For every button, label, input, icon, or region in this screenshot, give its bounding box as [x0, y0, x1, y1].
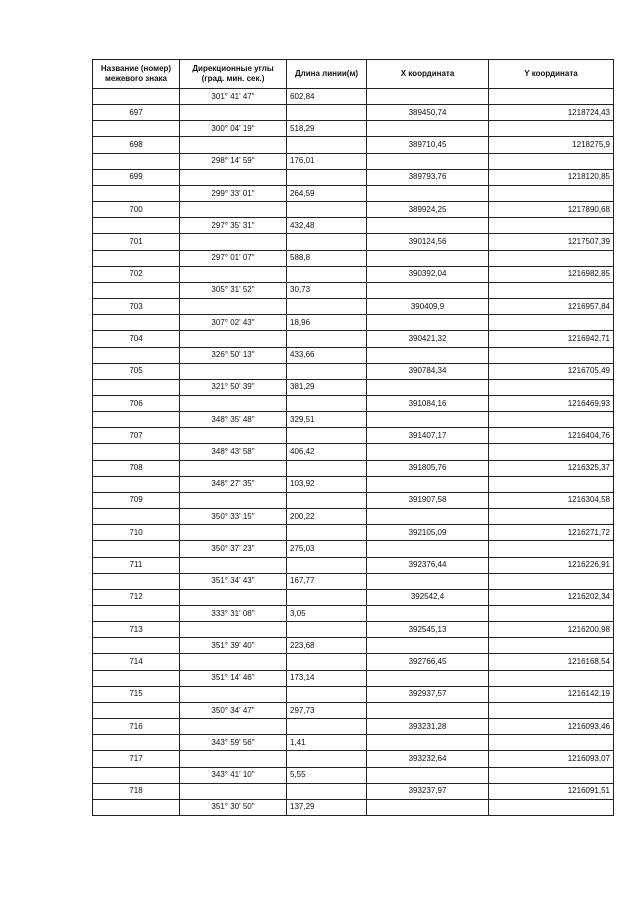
cell-line-length [287, 202, 367, 218]
cell-x-coordinate: 392766,45 [367, 654, 489, 670]
cell-line-length: 223,68 [287, 638, 367, 654]
cell-marker-name: 710 [93, 525, 180, 541]
cell-line-length [287, 299, 367, 315]
cell-y-coordinate [489, 379, 614, 395]
cell-bearing-angle: 350° 33' 15" [180, 509, 287, 525]
table-row [93, 509, 614, 525]
cell-line-length: 18,96 [287, 315, 367, 331]
cell-line-length: 518,29 [287, 121, 367, 137]
cell-marker-name [93, 767, 180, 783]
cell-y-coordinate [489, 250, 614, 266]
cell-line-length: 433,66 [287, 347, 367, 363]
cell-marker-name: 715 [93, 686, 180, 702]
cell-x-coordinate [367, 573, 489, 589]
cell-line-length: 200,22 [287, 509, 367, 525]
cell-y-coordinate: 1216226,91 [489, 557, 614, 573]
table-row [93, 783, 614, 799]
cell-bearing-angle [180, 492, 287, 508]
cell-line-length [287, 719, 367, 735]
cell-y-coordinate [489, 121, 614, 137]
cell-line-length: 5,55 [287, 767, 367, 783]
cell-y-coordinate [489, 153, 614, 169]
table-body [93, 89, 614, 816]
table-row [93, 573, 614, 589]
cell-marker-name [93, 412, 180, 428]
cell-bearing-angle [180, 751, 287, 767]
table-row [93, 638, 614, 654]
cell-y-coordinate [489, 476, 614, 492]
cell-x-coordinate [367, 121, 489, 137]
cell-line-length [287, 525, 367, 541]
cell-x-coordinate [367, 606, 489, 622]
cell-line-length: 167,77 [287, 573, 367, 589]
cell-y-coordinate: 1218275,9 [489, 137, 614, 153]
cell-x-coordinate [367, 185, 489, 201]
table-row [93, 202, 614, 218]
cell-marker-name [93, 606, 180, 622]
cell-bearing-angle [180, 686, 287, 702]
table-row [93, 735, 614, 751]
cell-line-length [287, 169, 367, 185]
cell-marker-name [93, 185, 180, 201]
cell-bearing-angle: 343° 41' 10" [180, 767, 287, 783]
cell-marker-name [93, 121, 180, 137]
cell-line-length: 176,01 [287, 153, 367, 169]
cell-x-coordinate: 391084,16 [367, 395, 489, 411]
cell-bearing-angle [180, 589, 287, 605]
cell-y-coordinate: 1218120,85 [489, 169, 614, 185]
cell-y-coordinate: 1216202,34 [489, 589, 614, 605]
table-row [93, 379, 614, 395]
cell-marker-name: 697 [93, 105, 180, 121]
cell-marker-name: 708 [93, 460, 180, 476]
table-row [93, 589, 614, 605]
cell-marker-name [93, 541, 180, 557]
cell-line-length: 264,59 [287, 185, 367, 201]
cell-bearing-angle: 351° 14' 46" [180, 670, 287, 686]
table-row [93, 606, 614, 622]
cell-y-coordinate [489, 412, 614, 428]
cell-bearing-angle: 348° 27' 35" [180, 476, 287, 492]
cell-marker-name: 703 [93, 299, 180, 315]
cell-bearing-angle: 297° 01' 07" [180, 250, 287, 266]
cell-x-coordinate: 390784,34 [367, 363, 489, 379]
cell-marker-name: 713 [93, 622, 180, 638]
cell-line-length: 103,92 [287, 476, 367, 492]
cell-x-coordinate: 392376,44 [367, 557, 489, 573]
table-row [93, 428, 614, 444]
cell-x-coordinate: 390409,9 [367, 299, 489, 315]
cell-bearing-angle [180, 169, 287, 185]
cell-marker-name [93, 670, 180, 686]
cell-line-length [287, 622, 367, 638]
table-row [93, 460, 614, 476]
cell-x-coordinate [367, 315, 489, 331]
cell-x-coordinate: 390124,56 [367, 234, 489, 250]
cell-marker-name [93, 444, 180, 460]
cell-x-coordinate: 392545,13 [367, 622, 489, 638]
table-row [93, 218, 614, 234]
cell-x-coordinate [367, 89, 489, 105]
cell-marker-name: 707 [93, 428, 180, 444]
table-row [93, 395, 614, 411]
table-row [93, 121, 614, 137]
table-row [93, 541, 614, 557]
cell-marker-name [93, 250, 180, 266]
cell-marker-name [93, 573, 180, 589]
cell-bearing-angle: 348° 43' 58" [180, 444, 287, 460]
cell-line-length: 275,03 [287, 541, 367, 557]
cell-y-coordinate: 1218724,43 [489, 105, 614, 121]
cell-line-length [287, 266, 367, 282]
cell-x-coordinate: 390392,04 [367, 266, 489, 282]
table-row [93, 525, 614, 541]
cell-x-coordinate [367, 476, 489, 492]
boundary-coordinates-table [92, 59, 614, 816]
cell-bearing-angle: 299° 33' 01" [180, 185, 287, 201]
cell-x-coordinate [367, 250, 489, 266]
cell-bearing-angle [180, 299, 287, 315]
table-row [93, 363, 614, 379]
cell-bearing-angle [180, 331, 287, 347]
cell-bearing-angle [180, 234, 287, 250]
cell-bearing-angle [180, 395, 287, 411]
cell-bearing-angle: 350° 34' 47" [180, 702, 287, 718]
cell-y-coordinate: 1216469,93 [489, 395, 614, 411]
cell-x-coordinate [367, 638, 489, 654]
cell-x-coordinate [367, 347, 489, 363]
cell-y-coordinate: 1216093,07 [489, 751, 614, 767]
cell-bearing-angle [180, 557, 287, 573]
cell-y-coordinate [489, 218, 614, 234]
cell-bearing-angle: 326° 50' 13" [180, 347, 287, 363]
cell-line-length [287, 751, 367, 767]
cell-bearing-angle: 297° 35' 31" [180, 218, 287, 234]
cell-x-coordinate: 391907,58 [367, 492, 489, 508]
cell-y-coordinate [489, 185, 614, 201]
cell-y-coordinate: 1216271,72 [489, 525, 614, 541]
cell-marker-name [93, 799, 180, 815]
cell-marker-name: 714 [93, 654, 180, 670]
cell-marker-name [93, 153, 180, 169]
cell-line-length: 137,29 [287, 799, 367, 815]
cell-bearing-angle [180, 363, 287, 379]
cell-marker-name: 705 [93, 363, 180, 379]
table-row [93, 622, 614, 638]
cell-x-coordinate: 389710,45 [367, 137, 489, 153]
table-row [93, 444, 614, 460]
table-row [93, 686, 614, 702]
cell-marker-name: 706 [93, 395, 180, 411]
cell-y-coordinate: 1216200,98 [489, 622, 614, 638]
table-row [93, 89, 614, 105]
cell-y-coordinate: 1216304,58 [489, 492, 614, 508]
cell-y-coordinate [489, 702, 614, 718]
cell-marker-name: 698 [93, 137, 180, 153]
table-row [93, 169, 614, 185]
cell-marker-name: 716 [93, 719, 180, 735]
cell-bearing-angle: 300° 04' 19" [180, 121, 287, 137]
cell-line-length [287, 654, 367, 670]
cell-marker-name [93, 379, 180, 395]
table-row [93, 282, 614, 298]
cell-marker-name [93, 315, 180, 331]
cell-line-length [287, 783, 367, 799]
cell-y-coordinate [489, 638, 614, 654]
cell-bearing-angle: 351° 34' 43" [180, 573, 287, 589]
cell-marker-name [93, 735, 180, 751]
cell-marker-name [93, 638, 180, 654]
cell-bearing-angle: 298° 14' 59" [180, 153, 287, 169]
cell-line-length [287, 234, 367, 250]
cell-bearing-angle [180, 783, 287, 799]
cell-marker-name [93, 476, 180, 492]
header-line-length: Длина линии(м) [287, 60, 367, 89]
cell-bearing-angle: 348° 35' 48" [180, 412, 287, 428]
cell-line-length: 588,8 [287, 250, 367, 266]
cell-line-length: 297,73 [287, 702, 367, 718]
cell-marker-name: 717 [93, 751, 180, 767]
cell-line-length [287, 395, 367, 411]
cell-y-coordinate: 1216705,49 [489, 363, 614, 379]
table-header-row [93, 60, 614, 89]
cell-line-length: 1,41 [287, 735, 367, 751]
cell-y-coordinate: 1216957,84 [489, 299, 614, 315]
cell-y-coordinate [489, 89, 614, 105]
cell-x-coordinate [367, 282, 489, 298]
cell-line-length: 3,05 [287, 606, 367, 622]
cell-x-coordinate [367, 799, 489, 815]
cell-x-coordinate [367, 509, 489, 525]
cell-marker-name [93, 218, 180, 234]
table-row [93, 105, 614, 121]
cell-marker-name [93, 347, 180, 363]
cell-line-length [287, 557, 367, 573]
cell-x-coordinate: 392937,57 [367, 686, 489, 702]
cell-y-coordinate: 1216168,54 [489, 654, 614, 670]
table-row [93, 234, 614, 250]
cell-marker-name [93, 282, 180, 298]
cell-x-coordinate: 392105,09 [367, 525, 489, 541]
cell-marker-name: 712 [93, 589, 180, 605]
table-row [93, 670, 614, 686]
cell-x-coordinate [367, 670, 489, 686]
cell-x-coordinate: 393237,97 [367, 783, 489, 799]
cell-marker-name [93, 509, 180, 525]
cell-line-length: 329,51 [287, 412, 367, 428]
cell-x-coordinate: 391407,17 [367, 428, 489, 444]
cell-y-coordinate [489, 315, 614, 331]
cell-line-length: 381,29 [287, 379, 367, 395]
cell-y-coordinate [489, 541, 614, 557]
cell-y-coordinate: 1217507,39 [489, 234, 614, 250]
cell-y-coordinate: 1216942,71 [489, 331, 614, 347]
cell-marker-name [93, 89, 180, 105]
table-row [93, 751, 614, 767]
cell-marker-name: 709 [93, 492, 180, 508]
cell-line-length [287, 492, 367, 508]
table-row [93, 250, 614, 266]
table-row [93, 492, 614, 508]
cell-y-coordinate [489, 799, 614, 815]
table-row [93, 702, 614, 718]
cell-y-coordinate [489, 670, 614, 686]
table-row [93, 185, 614, 201]
table-row [93, 767, 614, 783]
cell-marker-name: 699 [93, 169, 180, 185]
cell-line-length: 173,14 [287, 670, 367, 686]
cell-y-coordinate [489, 573, 614, 589]
cell-x-coordinate: 390421,32 [367, 331, 489, 347]
cell-y-coordinate [489, 606, 614, 622]
table-row [93, 315, 614, 331]
cell-y-coordinate: 1216091,51 [489, 783, 614, 799]
cell-bearing-angle [180, 428, 287, 444]
cell-y-coordinate [489, 282, 614, 298]
cell-bearing-angle: 333° 31' 08" [180, 606, 287, 622]
cell-bearing-angle: 343° 59' 56" [180, 735, 287, 751]
cell-y-coordinate [489, 735, 614, 751]
cell-line-length [287, 105, 367, 121]
cell-y-coordinate [489, 509, 614, 525]
cell-line-length: 432,48 [287, 218, 367, 234]
cell-bearing-angle [180, 202, 287, 218]
cell-y-coordinate: 1216093,46 [489, 719, 614, 735]
cell-y-coordinate: 1216142,19 [489, 686, 614, 702]
cell-x-coordinate: 389793,76 [367, 169, 489, 185]
cell-x-coordinate [367, 702, 489, 718]
table-row [93, 412, 614, 428]
table-row [93, 654, 614, 670]
cell-y-coordinate: 1216404,76 [489, 428, 614, 444]
cell-bearing-angle [180, 137, 287, 153]
cell-marker-name: 702 [93, 266, 180, 282]
cell-bearing-angle: 321° 50' 39" [180, 379, 287, 395]
cell-marker-name: 711 [93, 557, 180, 573]
header-x-coordinate: X координата [367, 60, 489, 89]
cell-bearing-angle [180, 622, 287, 638]
cell-bearing-angle [180, 460, 287, 476]
cell-x-coordinate [367, 444, 489, 460]
cell-bearing-angle: 351° 30' 50" [180, 799, 287, 815]
cell-line-length: 602,84 [287, 89, 367, 105]
cell-x-coordinate: 389450,74 [367, 105, 489, 121]
table-row [93, 331, 614, 347]
cell-y-coordinate: 1216982,85 [489, 266, 614, 282]
cell-line-length [287, 686, 367, 702]
cell-bearing-angle: 305° 31' 52" [180, 282, 287, 298]
cell-marker-name [93, 702, 180, 718]
cell-bearing-angle: 350° 37' 23" [180, 541, 287, 557]
cell-line-length [287, 428, 367, 444]
cell-line-length: 406,42 [287, 444, 367, 460]
table-row [93, 719, 614, 735]
cell-bearing-angle: 301° 41' 47" [180, 89, 287, 105]
cell-x-coordinate [367, 379, 489, 395]
cell-x-coordinate [367, 735, 489, 751]
cell-x-coordinate: 391805,76 [367, 460, 489, 476]
table-row [93, 557, 614, 573]
cell-y-coordinate: 1217890,68 [489, 202, 614, 218]
cell-y-coordinate: 1216325,37 [489, 460, 614, 476]
cell-marker-name: 704 [93, 331, 180, 347]
cell-line-length [287, 331, 367, 347]
cell-line-length [287, 137, 367, 153]
cell-bearing-angle [180, 266, 287, 282]
cell-line-length [287, 460, 367, 476]
cell-line-length [287, 589, 367, 605]
header-bearing-angle: Дирекционные углы (град. мин. сек.) [180, 60, 287, 89]
table-row [93, 347, 614, 363]
cell-bearing-angle: 351° 39' 40" [180, 638, 287, 654]
cell-x-coordinate [367, 218, 489, 234]
cell-line-length [287, 363, 367, 379]
cell-x-coordinate: 393232,64 [367, 751, 489, 767]
cell-x-coordinate: 392542,4 [367, 589, 489, 605]
cell-x-coordinate: 389924,25 [367, 202, 489, 218]
table-row [93, 299, 614, 315]
cell-x-coordinate [367, 153, 489, 169]
cell-x-coordinate [367, 767, 489, 783]
table-row [93, 153, 614, 169]
cell-marker-name: 701 [93, 234, 180, 250]
cell-marker-name: 718 [93, 783, 180, 799]
cell-bearing-angle [180, 654, 287, 670]
table-row [93, 476, 614, 492]
cell-x-coordinate [367, 412, 489, 428]
cell-x-coordinate [367, 541, 489, 557]
cell-bearing-angle: 307° 02' 43" [180, 315, 287, 331]
cell-y-coordinate [489, 444, 614, 460]
table-row [93, 137, 614, 153]
cell-y-coordinate [489, 767, 614, 783]
table-row [93, 799, 614, 815]
header-y-coordinate: Y координата [489, 60, 614, 89]
cell-bearing-angle [180, 105, 287, 121]
cell-y-coordinate [489, 347, 614, 363]
cell-bearing-angle [180, 719, 287, 735]
table-row [93, 266, 614, 282]
cell-bearing-angle [180, 525, 287, 541]
cell-marker-name: 700 [93, 202, 180, 218]
cell-x-coordinate: 393231,28 [367, 719, 489, 735]
cell-line-length: 30,73 [287, 282, 367, 298]
header-marker-name: Название (номер) межевого знака [93, 60, 180, 89]
